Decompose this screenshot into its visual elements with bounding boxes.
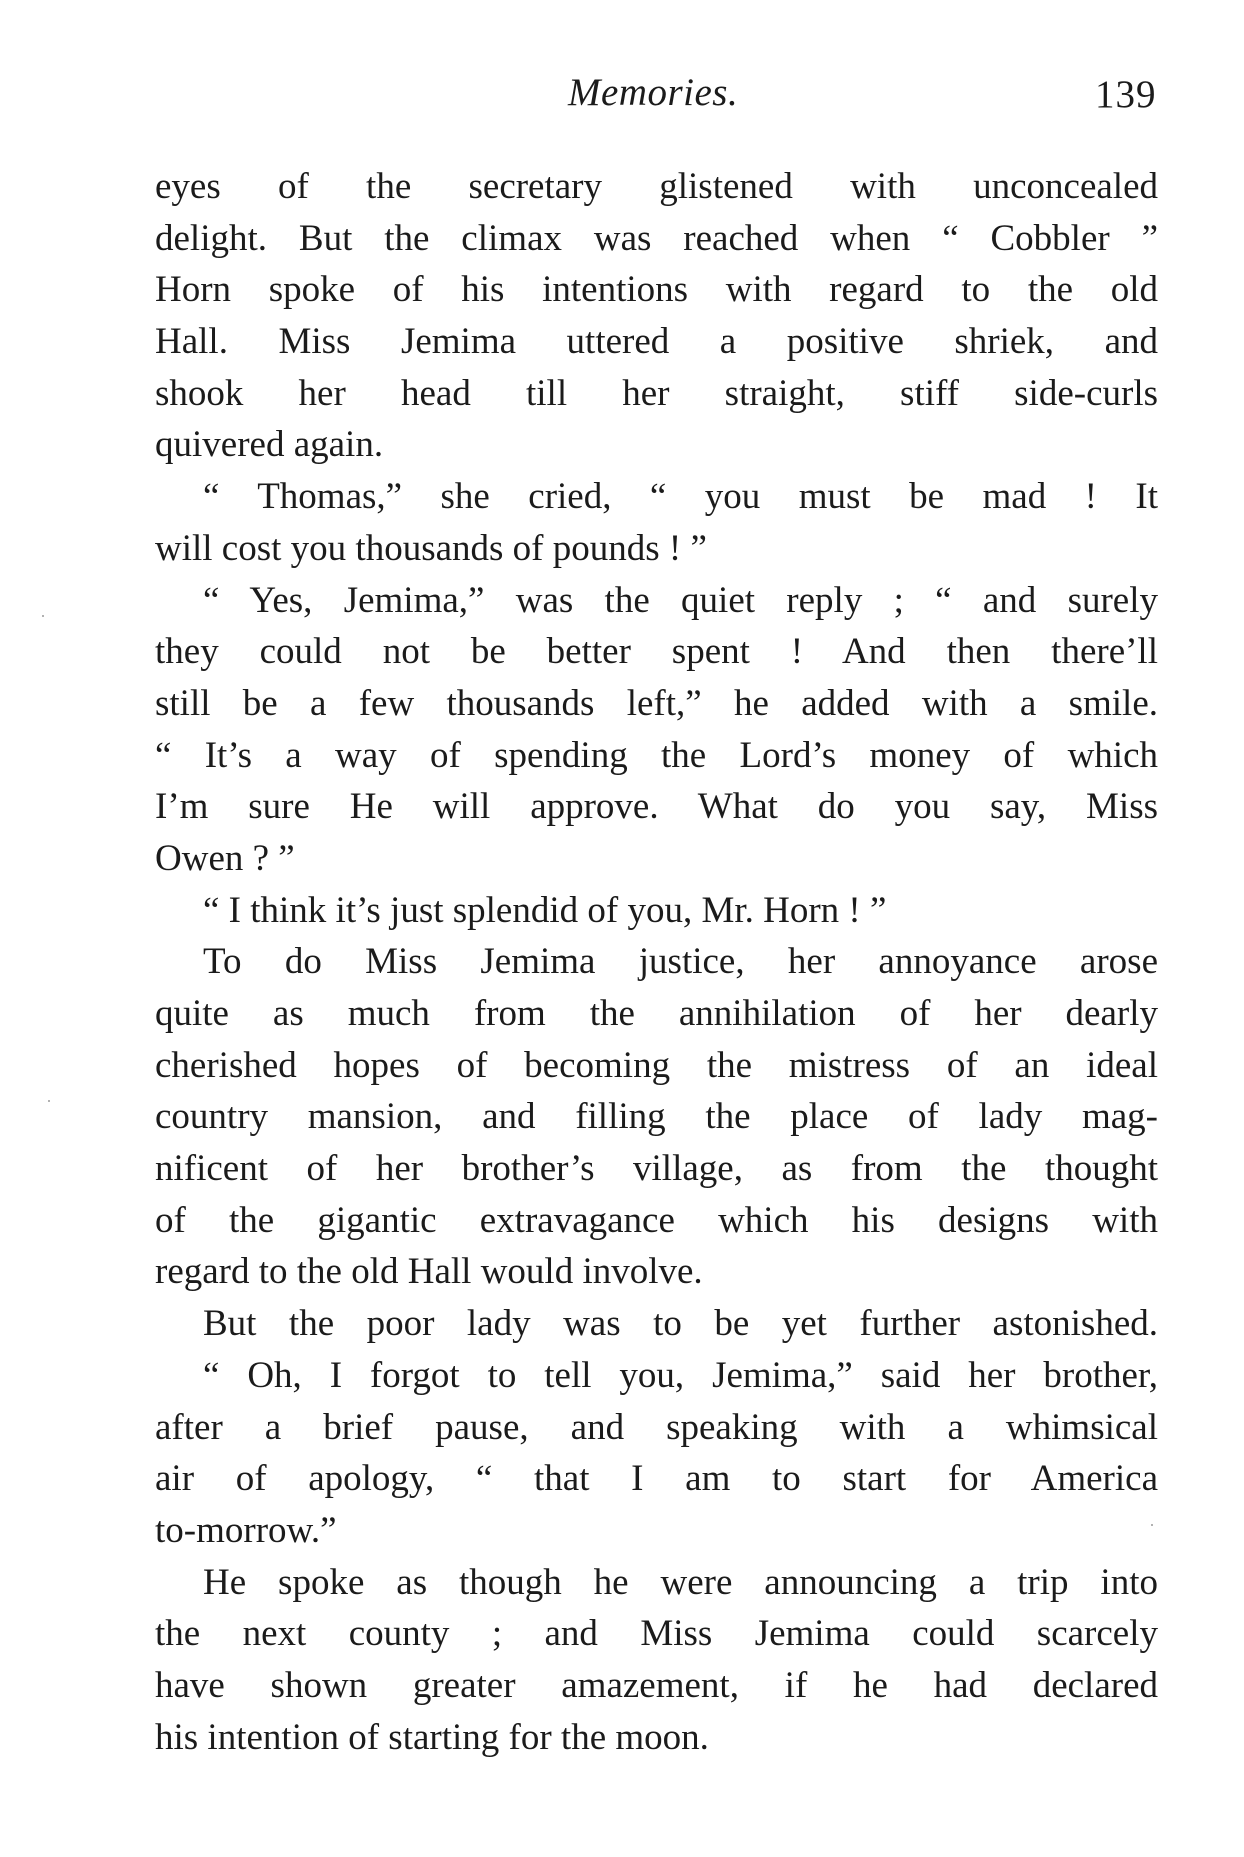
text-line: nificent of her brother’s village, as from the thought bbox=[155, 1148, 1158, 1190]
paper-speck bbox=[48, 1100, 50, 1102]
text-line: “ Yes, Jemima,” was the quiet reply ; “ and surely bbox=[203, 579, 1158, 621]
text-line: regard to the old Hall would involve. bbox=[155, 1251, 703, 1293]
text-line: after a brief pause, and speaking with a whimsical bbox=[155, 1406, 1158, 1448]
text-line: to-morrow.” bbox=[155, 1509, 337, 1551]
text-line: still be a few thousands left,” he added with a smile. bbox=[155, 682, 1158, 724]
text-line: air of apology, “ that I am to start for America bbox=[155, 1458, 1158, 1500]
text-line: Owen ? ” bbox=[155, 837, 295, 879]
text-line: will cost you thousands of pounds ! ” bbox=[155, 527, 707, 569]
text-line: “ Oh, I forgot to tell you, Jemima,” said her brother, bbox=[203, 1354, 1158, 1396]
text-line: I’m sure He will approve. What do you say, Miss bbox=[155, 786, 1158, 828]
running-title: Memories. bbox=[568, 71, 739, 114]
text-line: his intention of starting for the moon. bbox=[155, 1716, 709, 1758]
text-line: eyes of the secretary glistened with unconcealed bbox=[155, 166, 1158, 207]
text-line: He spoke as though he were announcing a trip into bbox=[203, 1561, 1158, 1603]
text-line: “ I think it’s just splendid of you, Mr. Horn ! ” bbox=[203, 889, 887, 931]
text-line: “ Thomas,” she cried, “ you must be mad ! It bbox=[203, 476, 1158, 518]
text-line: of the gigantic extravagance which his designs with bbox=[155, 1199, 1158, 1241]
running-header bbox=[0, 60, 1244, 120]
text-line: quite as much from the annihilation of her dearly bbox=[155, 993, 1158, 1034]
text-line: have shown greater amazement, if he had declared bbox=[155, 1664, 1158, 1706]
text-line: Horn spoke of his intentions with regard to the old bbox=[155, 269, 1158, 311]
text-line: To do Miss Jemima justice, her annoyance arose bbox=[203, 941, 1158, 983]
paper-speck bbox=[42, 615, 44, 617]
text-line: delight. But the climax was reached when “ Cobbler ” bbox=[155, 217, 1158, 259]
page-number: 139 bbox=[1095, 73, 1157, 116]
text-line: “ It’s a way of spending the Lord’s money of which bbox=[155, 734, 1158, 776]
text-line: the next county ; and Miss Jemima could scarcely bbox=[155, 1613, 1158, 1655]
text-line: they could not be better spent ! And then there’ll bbox=[155, 631, 1158, 673]
text-line: But the poor lady was to be yet further astonished. bbox=[203, 1303, 1158, 1345]
text-line: Hall. Miss Jemima uttered a positive shriek, and bbox=[155, 321, 1158, 363]
body-text bbox=[155, 161, 1158, 1763]
text-line: cherished hopes of becoming the mistress of an ideal bbox=[155, 1044, 1158, 1086]
paper-speck bbox=[1151, 1524, 1153, 1526]
text-line: shook her head till her straight, stiff side-curls bbox=[155, 372, 1158, 414]
text-line: quivered again. bbox=[155, 424, 384, 466]
text-line: country mansion, and filling the place of lady mag- bbox=[155, 1096, 1158, 1138]
